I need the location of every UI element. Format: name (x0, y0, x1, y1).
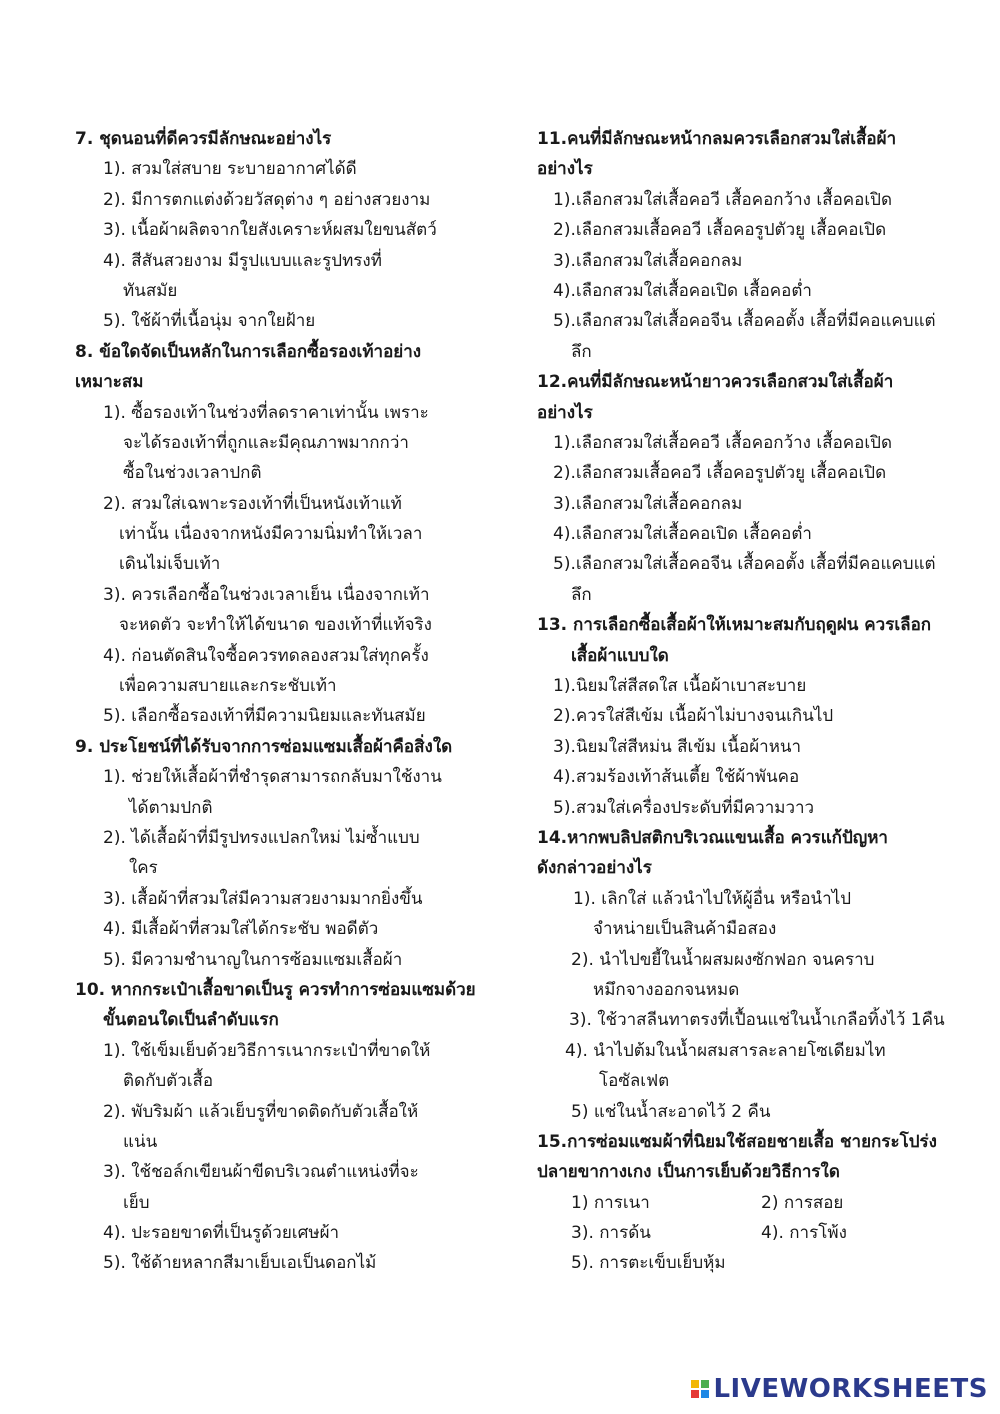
option-text: 5). มีความชำนาญในการซ้อมแซมเสื้อผ้า (103, 949, 403, 970)
option-text: 4). ปะรอยขาดที่เป็นรูด้วยเศษผ้า (103, 1223, 340, 1244)
option-text: 1). สวมใส่สบาย ระบายอากาศได้ดี (103, 159, 357, 180)
option-text: 5).เลือกสวมใส่เสื้อคอจีน เสื้อคอตั้ง เสื้อที่มีคอแคบแต่ (553, 311, 936, 332)
option-text: 2).เลือกสวมเสื้อคอวี เสื้อคอรูปตัวยู เสื้อคอเปิด (553, 220, 887, 241)
option-text: 3). เนื้อผ้าผลิตจากใยสังเคราะห์ผสมใยขนสัตว์ (103, 220, 437, 241)
option-text: 2). สวมใส่เฉพาะรองเท้าที่เป็นหนังเท้าแท้ (103, 493, 402, 514)
option-text: เท่านั้น เนื่องจากหนังมีความนิ่มทำให้เวลา (119, 524, 423, 545)
question-text: อย่างไร (537, 402, 593, 423)
option-text: จะหดตัว จะทำให้ได้ขนาด ของเท้าที่แท้จริง (119, 615, 432, 636)
question-text: เหมาะสม (75, 372, 144, 393)
option-text: 3).นิยมใส่สีหม่น สีเข้ม เนื้อผ้าหนา (553, 736, 802, 757)
left-column (75, 124, 495, 1279)
option-text: 3). ใช้ชอล์กเขียนผ้าขีดบริเวณตำแหน่งที่จะ (103, 1162, 419, 1183)
question-text: 14.หากพบลิปสติกบริเวณแขนเสื้อ ควรแก้ปัญหา (537, 827, 888, 848)
option-text: 2).เลือกสวมเสื้อคอวี เสื้อคอรูปตัวยู เสื้อคอเปิด (553, 463, 887, 484)
option-text: 4). มีเสื้อผ้าที่สวมใส่ได้กระชับ พอดีตัว (103, 919, 379, 940)
option-text: 2). มีการตกแต่งด้วยวัสดุต่าง ๆ อย่างสวยงาม (103, 189, 431, 210)
option-text: เพื่อความสบายและกระชับเท้า (119, 676, 337, 697)
option-text: 1).เลือกสวมใส่เสื้อคอวี เสื้อคอกว้าง เสื้อคอเปิด (553, 189, 893, 210)
liveworksheets-logo-icon (691, 1380, 709, 1398)
option-text: 5). เลือกซื้อรองเท้าที่มีความนิยมและทันสมัย (103, 706, 426, 727)
question-text: 10. หากกระเป๋าเสื้อขาดเป็นรู ควรทำการซ่อมแซมด้วย (75, 979, 476, 1000)
option-text: ลึก (571, 341, 592, 362)
option-text: 5).เลือกสวมใส่เสื้อคอจีน เสื้อคอตั้ง เสื้อที่มีคอแคบแต่ (553, 554, 936, 575)
question-text: 8. ข้อใดจัดเป็นหลักในการเลือกซื้อรองเท้าอย่าง (75, 341, 422, 362)
option-text: ลึก (571, 584, 592, 605)
question-text: อย่างไร (537, 159, 593, 180)
logo-square-3 (691, 1390, 699, 1398)
option-text: 4).สวมร้องเท้าส้นเตี้ย ใช้ผ้าพันคอ (553, 767, 800, 788)
option-text: ได้ตามปกติ (129, 797, 213, 818)
logo-square-2 (701, 1380, 709, 1388)
question-text: ดังกล่าวอย่างไร (537, 858, 652, 879)
question-text: 15.การซ่อมแซมผ้าที่นิยมใช้สอยชายเสื้อ ชายกระโปร่ง (537, 1131, 937, 1152)
option-text: ทันสมัย (123, 280, 178, 301)
q15-options-row (537, 1188, 957, 1218)
option-text: 3). ควรเลือกซื้อในช่วงเวลาเย็น เนื่องจากเท้า (103, 584, 430, 605)
option-text: 2). นำไปขยี้ในน้ำผสมผงซักฟอก จนคราบ (571, 949, 875, 970)
option-text: ติดกับตัวเสื้อ (123, 1071, 214, 1092)
logo-square-1 (691, 1380, 699, 1388)
option-text: เดินไม่เจ็บเท้า (119, 554, 221, 575)
logo-square-4 (701, 1390, 709, 1398)
option-text: 2).ควรใส่สีเข้ม เนื้อผ้าไม่บางจนเกินไป (553, 706, 834, 727)
liveworksheets-brand[interactable] (691, 1374, 988, 1404)
option-text: 3).เลือกสวมใส่เสื้อคอกลม (553, 250, 743, 271)
option-text: โอซัลเฟต (599, 1071, 670, 1092)
option-text: หมึกจางออกจนหมด (593, 979, 740, 1000)
brand-name: LIVEWORKSHEETS (713, 1374, 988, 1404)
question-text: 7. ชุดนอนที่ดีควรมีลักษณะอย่างไร (75, 129, 332, 149)
option-text: 1). เลิกใส่ แล้วนำไปให้ผู้อื่น หรือนำไป (573, 888, 852, 909)
option-text: 4). การโพ้ง (761, 1223, 847, 1244)
right-column (537, 124, 957, 1279)
option-text: จะได้รองเท้าที่ถูกและมีคุณภาพมากกว่า (123, 432, 409, 453)
option-text: 4).เลือกสวมใส่เสื้อคอเปิด เสื้อคอต่ำ (553, 280, 812, 301)
option-text: 1).เลือกสวมใส่เสื้อคอวี เสื้อคอกว้าง เสื้อคอเปิด (553, 432, 893, 453)
question-text: ขั้นตอนใดเป็นลำดับแรก (103, 1010, 279, 1031)
option-text: ใคร (129, 858, 158, 879)
option-text: 1).นิยมใส่สีสดใส เนื้อผ้าเบาสะบาย (553, 676, 807, 697)
option-text: 5). ใช้ด้ายหลากสีมาเย็บเอเป็นดอกไม้ (103, 1253, 377, 1274)
option-text: 5). การตะเข็บเย็บหุ้ม (571, 1253, 726, 1274)
option-text: เย็บ (123, 1192, 150, 1213)
option-text: ซื้อในช่วงเวลาปกติ (123, 463, 262, 484)
option-text: 2). ได้เสื้อผ้าที่มีรูปทรงแปลกใหม่ ไม่ซ้ำแบบ (103, 827, 420, 848)
option-text: 1) การเนา (571, 1192, 650, 1213)
question-text: ปลายขากางเกง เป็นการเย็บด้วยวิธีการใด (537, 1162, 840, 1183)
option-text: 1). ช่วยให้เสื้อผ้าที่ชำรุดสามารถกลับมาใช้งาน (103, 767, 442, 788)
option-text: 4).เลือกสวมใส่เสื้อคอเปิด เสื้อคอต่ำ (553, 524, 812, 545)
question-text: เสื้อผ้าแบบใด (571, 645, 669, 666)
question-text: 11.คนที่มีลักษณะหน้ากลมควรเลือกสวมใส่เสื้อผ้า (537, 129, 897, 149)
q15-options-row (537, 1218, 957, 1248)
question-text: 13. การเลือกซื้อเสื้อผ้าให้เหมาะสมกับฤดูฝน ควรเลือก (537, 615, 932, 636)
option-text: 1). ซื้อรองเท้าในช่วงที่ลดราคาเท่านั้น เพราะ (103, 402, 429, 423)
option-text: 3).เลือกสวมใส่เสื้อคอกลม (553, 493, 743, 514)
question-text: 9. ประโยชน์ที่ได้รับจากการซ่อมแซมเสื้อผ้าคือสิ่งใด (75, 736, 453, 757)
option-text: 4). ก่อนตัดสินใจซื้อควรทดลองสวมใส่ทุกครั้ง (103, 645, 429, 666)
option-text: 3). การด้น (571, 1223, 651, 1244)
option-text: จำหน่ายเป็นสินค้ามือสอง (593, 919, 777, 940)
option-text: 2) การสอย (761, 1192, 844, 1213)
option-text: 5).สวมใส่เครื่องประดับที่มีความวาว (553, 797, 815, 818)
option-text: 2). พับริมผ้า แล้วเย็บรูที่ขาดติดกับตัวเสื้อให้ (103, 1101, 419, 1122)
option-text: 5) แช่ในน้ำสะอาดไว้ 2 คืน (571, 1101, 771, 1122)
option-text: 3). เสื้อผ้าที่สวมใส่มีความสวยงามมากยิ่งขึ้น (103, 888, 423, 909)
question-text: 12.คนที่มีลักษณะหน้ายาวควรเลือกสวมใส่เสื้อผ้า (537, 372, 894, 393)
option-text: 1). ใช้เข็มเย็บด้วยวิธีการเนากระเป๋าที่ขาดให้ (103, 1040, 431, 1061)
option-text: 4). นำไปต้มในน้ำผสมสารละลายโซเดียมไท (565, 1040, 886, 1061)
option-text: 5). ใช้ผ้าที่เนื้อนุ่ม จากใยฝ้าย (103, 311, 316, 332)
option-text: แน่น (123, 1131, 158, 1152)
option-text: 3). ใช้วาสลีนทาตรงที่เปื้อนแช่ในน้ำเกลือทิ้งไว้ 1คืน (569, 1010, 945, 1031)
option-text: 4). สีสันสวยงาม มีรูปแบบและรูปทรงที่ (103, 250, 382, 271)
